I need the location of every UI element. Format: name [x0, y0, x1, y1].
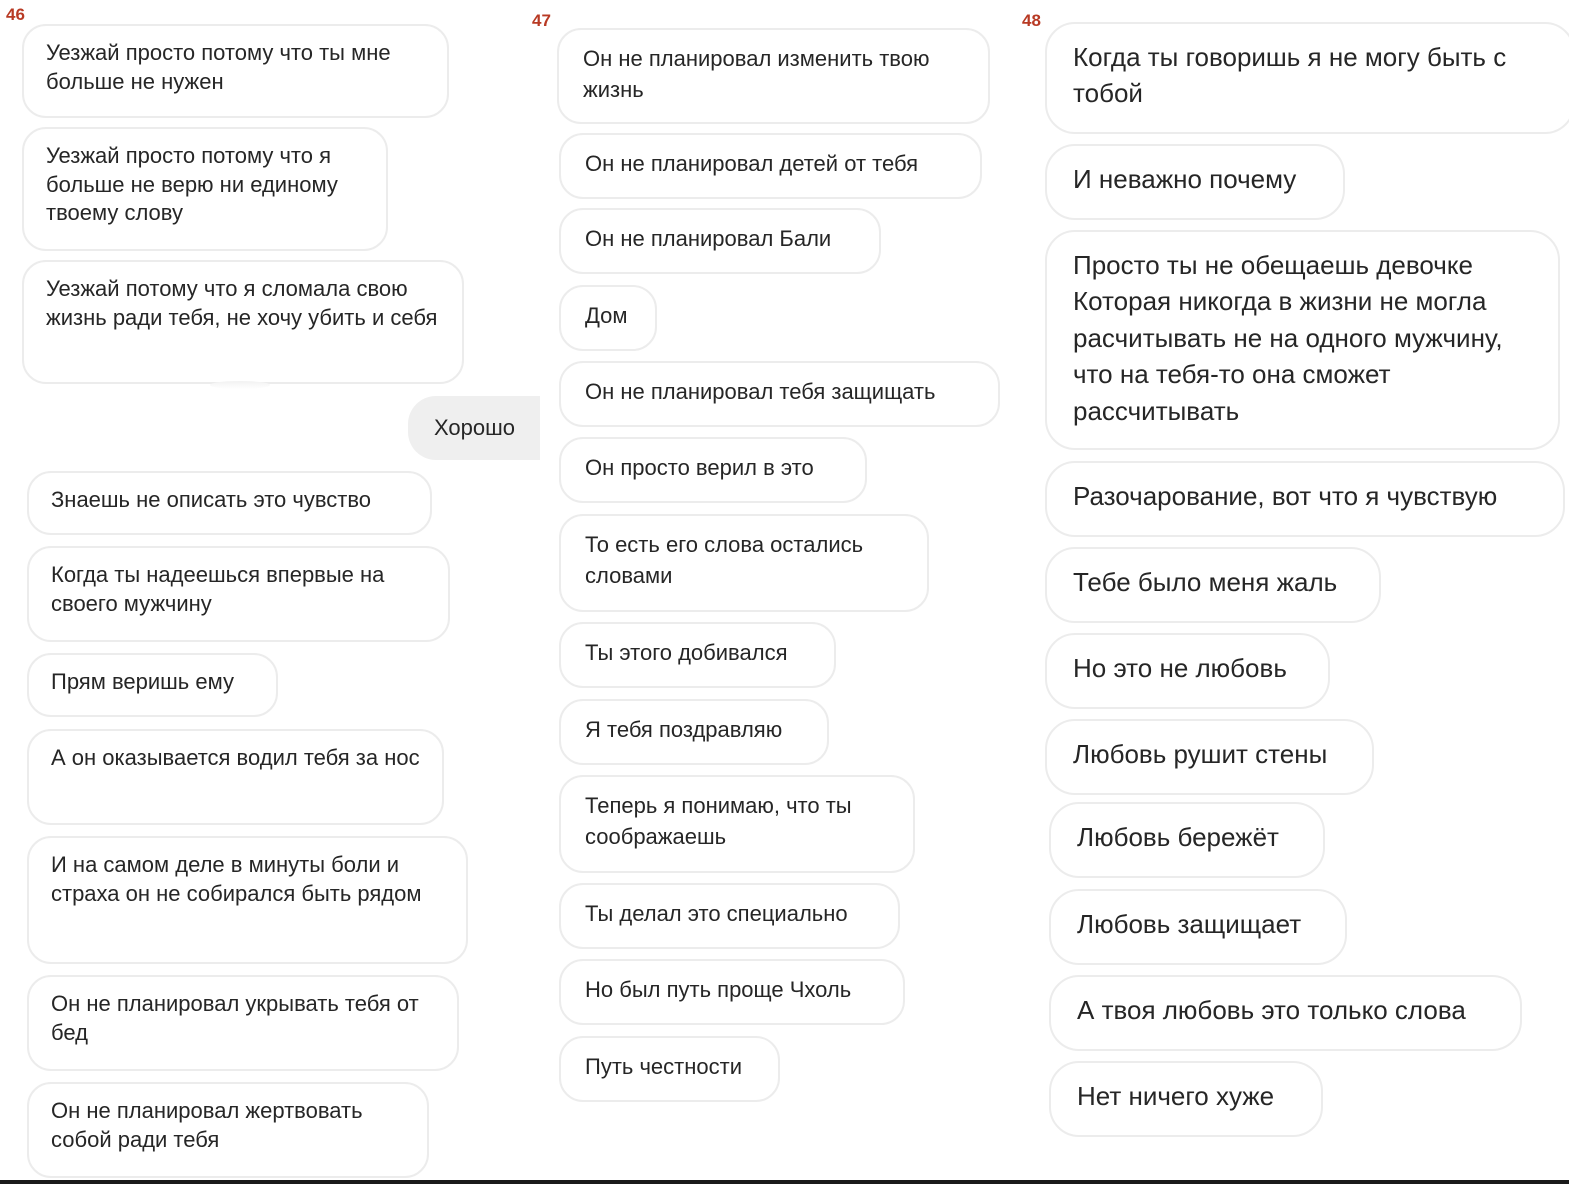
- message-bubble[interactable]: Любовь рушит стены: [1045, 719, 1374, 795]
- message-bubble[interactable]: Путь честности: [559, 1036, 780, 1102]
- message-bubble[interactable]: И на самом деле в минуты боли и страха он не собирался быть рядом: [27, 836, 468, 964]
- message-bubble[interactable]: Он не планировал укрывать тебя от бед: [27, 975, 459, 1071]
- message-bubble[interactable]: То есть его слова остались словами: [559, 514, 929, 612]
- message-bubble[interactable]: Нет ничего хуже: [1049, 1061, 1323, 1137]
- message-bubble[interactable]: Он просто верил в это: [559, 437, 867, 503]
- chat-screen-46: [0, 0, 540, 1180]
- page-number: 47: [532, 11, 551, 30]
- divider: [210, 381, 270, 389]
- message-bubble[interactable]: Любовь защищает: [1049, 889, 1347, 965]
- message-bubble[interactable]: Знаешь не описать это чувство: [27, 471, 432, 535]
- sent-message-bubble[interactable]: Хорошо: [408, 396, 540, 460]
- message-bubble[interactable]: Когда ты надеешься впервые на своего мужчину: [27, 546, 450, 642]
- message-bubble[interactable]: Просто ты не обещаешь девочке Которая никогда в жизни не могла расчитывать не на одного мужчину, что на тебя-то она сможет рассчитывать: [1045, 230, 1560, 450]
- chat-screen-48: [1020, 0, 1569, 1180]
- message-bubble[interactable]: Я тебя поздравляю: [559, 699, 829, 765]
- message-bubble[interactable]: А он оказывается водил тебя за нос: [27, 729, 444, 825]
- message-bubble[interactable]: Уезжай просто потому что я больше не верю ни единому твоему слову: [22, 127, 388, 251]
- message-bubble[interactable]: И неважно почему: [1045, 144, 1345, 220]
- message-bubble[interactable]: Он не планировал детей от тебя: [559, 133, 982, 199]
- page-number: 46: [6, 5, 25, 24]
- message-bubble[interactable]: Теперь я понимаю, что ты соображаешь: [559, 775, 915, 873]
- bottom-border: [0, 1180, 1569, 1184]
- message-bubble[interactable]: Ты этого добивался: [559, 622, 836, 688]
- message-bubble[interactable]: Но это не любовь: [1045, 633, 1330, 709]
- message-bubble[interactable]: Он не планировал тебя защищать: [559, 361, 1000, 427]
- message-bubble[interactable]: Любовь бережёт: [1049, 802, 1325, 878]
- message-bubble[interactable]: Дом: [559, 285, 657, 351]
- message-bubble[interactable]: А твоя любовь это только слова: [1049, 975, 1522, 1051]
- message-bubble[interactable]: Но был путь проще Чхоль: [559, 959, 905, 1025]
- message-bubble[interactable]: Уезжай потому что я сломала свою жизнь ради тебя, не хочу убить и себя: [22, 260, 464, 384]
- page-number: 48: [1022, 11, 1041, 30]
- message-bubble[interactable]: Разочарование, вот что я чувствую: [1045, 461, 1565, 537]
- chat-screen-47: [532, 0, 1020, 1180]
- message-bubble[interactable]: Ты делал это специально: [559, 883, 900, 949]
- message-bubble[interactable]: Когда ты говоришь я не могу быть с тобой: [1045, 22, 1569, 134]
- message-bubble[interactable]: Он не планировал изменить твою жизнь: [557, 28, 990, 124]
- message-bubble[interactable]: Прям веришь ему: [27, 653, 278, 717]
- message-bubble[interactable]: Тебе было меня жаль: [1045, 547, 1381, 623]
- message-bubble[interactable]: Он не планировал жертвовать собой ради тебя: [27, 1082, 429, 1178]
- message-bubble[interactable]: Уезжай просто потому что ты мне больше не нужен: [22, 24, 449, 118]
- message-bubble[interactable]: Он не планировал Бали: [559, 208, 881, 274]
